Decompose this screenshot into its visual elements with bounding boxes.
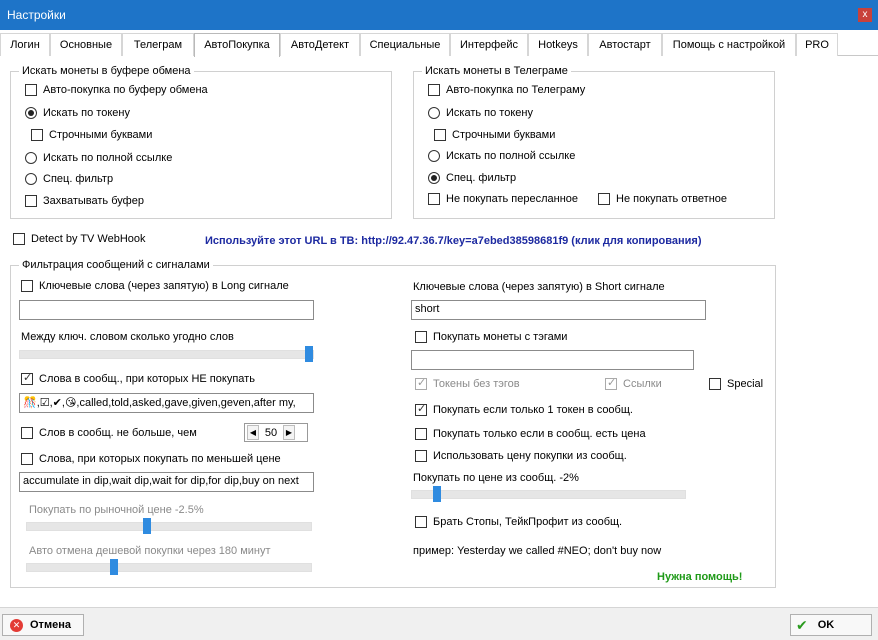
no-tag-tokens-checkbox[interactable]: [415, 378, 520, 390]
telegram-lowercase-checkbox[interactable]: [434, 129, 555, 141]
market-price-slider[interactable]: [26, 522, 312, 531]
checkbox-icon[interactable]: [434, 129, 446, 141]
radio-icon[interactable]: [25, 173, 37, 185]
checkbox-icon[interactable]: [21, 453, 33, 465]
not-buy-words-label: Слова в сообщ., при которых НЕ покупать: [39, 373, 255, 385]
tab-bar: [0, 33, 878, 56]
checkbox-icon[interactable]: [21, 280, 33, 292]
tags-input[interactable]: [411, 350, 694, 370]
clipboard-by-link-radio[interactable]: [25, 152, 172, 164]
cancel-icon: ✕: [10, 619, 23, 632]
telegram-special-label: Спец. фильтр: [446, 172, 517, 184]
title-bar: [0, 0, 878, 30]
links-label: Ссылки: [623, 378, 662, 390]
cheaper-words-label: Слова, при которых покупать по меньшей цене: [39, 453, 281, 465]
special-label: Special: [727, 378, 764, 390]
tab-telegram[interactable]: Телеграм: [122, 33, 194, 56]
telegram-no-replies-checkbox[interactable]: [598, 193, 727, 205]
tab-autobuy[interactable]: АвтоПокупка: [194, 33, 280, 57]
tab-main[interactable]: Основные: [50, 33, 122, 56]
message-price-slider[interactable]: [411, 490, 686, 499]
telegram-auto-buy-label: Авто-покупка по Телеграму: [446, 84, 586, 96]
clipboard-special-radio[interactable]: [25, 173, 113, 185]
checkbox-icon[interactable]: [598, 193, 610, 205]
checkbox-icon[interactable]: [415, 331, 427, 343]
long-keywords-checkbox[interactable]: [21, 280, 289, 292]
tab-setup-help[interactable]: Помощь с настройкой: [662, 33, 796, 56]
increment-icon[interactable]: ▶: [283, 425, 295, 440]
auto-cancel-label: Авто отмена дешевой покупки через 180 минут: [29, 545, 271, 557]
cheaper-words-checkbox[interactable]: [21, 453, 281, 465]
telegram-by-link-label: Искать по полной ссылке: [446, 150, 576, 162]
long-keywords-input[interactable]: [19, 300, 314, 320]
has-price-checkbox[interactable]: [415, 428, 646, 440]
not-buy-words-checkbox[interactable]: [21, 373, 255, 385]
telegram-auto-buy-checkbox[interactable]: [428, 84, 585, 96]
window-title: Настройки: [7, 8, 66, 22]
checkbox-icon[interactable]: [428, 193, 440, 205]
signals-group: [10, 259, 776, 588]
tags-checkbox[interactable]: [415, 331, 567, 343]
clipboard-by-token-radio[interactable]: [25, 107, 130, 119]
cancel-label: Отмена: [30, 619, 71, 631]
clipboard-group: [10, 65, 392, 219]
telegram-by-token-label: Искать по токену: [446, 107, 533, 119]
clipboard-group-title: Искать монеты в буфере обмена: [19, 65, 194, 77]
radio-icon[interactable]: [25, 152, 37, 164]
checkbox-icon[interactable]: [415, 404, 427, 416]
checkbox-icon[interactable]: [21, 427, 33, 439]
cancel-button[interactable]: [2, 614, 84, 636]
max-words-stepper[interactable]: [244, 423, 308, 442]
checkbox-icon[interactable]: [13, 233, 25, 245]
signals-group-title: Фильтрация сообщений с сигналами: [19, 259, 213, 271]
tab-login[interactable]: Логин: [0, 33, 50, 56]
checkbox-icon[interactable]: [709, 378, 721, 390]
telegram-group-title: Искать монеты в Телеграме: [422, 65, 571, 77]
between-words-label: Между ключ. словом сколько угодно слов: [21, 331, 234, 343]
between-words-thumb[interactable]: [305, 346, 313, 362]
market-price-label: Покупать по рыночной цене -2.5%: [29, 504, 204, 516]
clipboard-special-label: Спец. фильтр: [43, 173, 114, 185]
telegram-no-forwarded-label: Не покупать пересланное: [446, 193, 579, 205]
tags-label: Покупать монеты с тэгами: [433, 331, 568, 343]
checkbox-icon[interactable]: [415, 428, 427, 440]
message-price-thumb[interactable]: [433, 486, 441, 502]
has-price-label: Покупать только если в сообщ. есть цена: [433, 428, 646, 440]
checkbox-icon[interactable]: [21, 373, 33, 385]
between-words-slider[interactable]: [19, 350, 314, 359]
auto-cancel-thumb[interactable]: [110, 559, 118, 575]
links-checkbox[interactable]: [605, 378, 662, 390]
radio-icon[interactable]: [428, 150, 440, 162]
tv-webhook-checkbox[interactable]: [13, 233, 146, 245]
stops-label: Брать Стопы, ТейкПрофит из сообщ.: [433, 516, 623, 528]
max-words-label: Слов в сообщ. не больше, чем: [39, 427, 197, 439]
footer-bar: [0, 607, 878, 640]
tab-autodetect[interactable]: АвтоДетект: [280, 33, 360, 56]
one-token-label: Покупать если только 1 токен в сообщ.: [433, 404, 633, 416]
long-keywords-label: Ключевые слова (через запятую) в Long сигнале: [39, 280, 289, 292]
ok-label: OK: [817, 619, 835, 631]
no-tag-tokens-label: Токены без тэгов: [433, 378, 520, 390]
clipboard-auto-buy-label: Авто-покупка по буферу обмена: [43, 84, 208, 96]
tab-hotkeys[interactable]: Hotkeys: [528, 33, 588, 56]
telegram-group: [413, 65, 775, 219]
special-checkbox[interactable]: [709, 378, 763, 390]
not-buy-words-input[interactable]: 🎊,☑,✔,😘,called,told,asked,gave,given,geven,after my,: [19, 393, 314, 413]
market-price-thumb[interactable]: [143, 518, 151, 534]
max-words-checkbox[interactable]: [21, 427, 197, 439]
webhook-url-link[interactable]: Используйте этот URL в ТВ: http://92.47.36.7/key=a7ebed38598681f9 (клик для копирования): [205, 235, 702, 247]
telegram-special-radio[interactable]: [428, 172, 516, 184]
clipboard-capture-label: Захватывать буфер: [43, 195, 144, 207]
auto-cancel-slider[interactable]: [26, 563, 312, 572]
tv-webhook-label: Detect by TV WebHook: [31, 233, 146, 245]
use-price-label: Использовать цену покупки из сообщ.: [433, 450, 627, 462]
example-text: пример: Yesterday we called #NEO; don't buy now: [413, 545, 662, 557]
message-price-label: Покупать по цене из сообщ. -2%: [413, 472, 579, 484]
close-icon[interactable]: x: [858, 8, 872, 22]
checkbox-icon[interactable]: [415, 378, 427, 390]
ok-button[interactable]: [790, 614, 872, 636]
clipboard-by-token-label: Искать по токену: [43, 107, 130, 119]
telegram-by-token-radio[interactable]: [428, 107, 533, 119]
checkbox-icon[interactable]: [605, 378, 617, 390]
clipboard-capture-checkbox[interactable]: [25, 195, 144, 207]
checkmark-icon: ✔: [796, 616, 808, 633]
decrement-icon[interactable]: ◀: [247, 425, 259, 440]
checkbox-icon[interactable]: [25, 84, 37, 96]
clipboard-lowercase-checkbox[interactable]: [31, 129, 152, 141]
stops-checkbox[interactable]: [415, 516, 622, 528]
checkbox-icon[interactable]: [25, 195, 37, 207]
telegram-no-replies-label: Не покупать ответное: [616, 193, 728, 205]
tab-special[interactable]: Специальные: [360, 33, 450, 56]
radio-icon[interactable]: [428, 107, 440, 119]
short-keywords-input[interactable]: short: [411, 300, 706, 320]
checkbox-icon[interactable]: [415, 516, 427, 528]
telegram-by-link-radio[interactable]: [428, 150, 575, 162]
use-price-checkbox[interactable]: [415, 450, 627, 462]
tab-interface[interactable]: Интерфейс: [450, 33, 528, 56]
telegram-no-forwarded-checkbox[interactable]: [428, 193, 578, 205]
clipboard-auto-buy-checkbox[interactable]: [25, 84, 208, 96]
checkbox-icon[interactable]: [428, 84, 440, 96]
help-link[interactable]: Нужна помощь!: [657, 571, 743, 583]
tab-autostart[interactable]: Автостарт: [588, 33, 662, 56]
telegram-lowercase-label: Строчными буквами: [452, 129, 556, 141]
clipboard-by-link-label: Искать по полной ссылке: [43, 152, 173, 164]
clipboard-lowercase-label: Строчными буквами: [49, 129, 153, 141]
checkbox-icon[interactable]: [31, 129, 43, 141]
checkbox-icon[interactable]: [415, 450, 427, 462]
max-words-value[interactable]: 50: [264, 426, 278, 439]
cheaper-words-input[interactable]: accumulate in dip,wait dip,wait for dip,for dip,buy on next: [19, 472, 314, 492]
radio-icon[interactable]: [428, 172, 440, 184]
one-token-checkbox[interactable]: [415, 404, 633, 416]
tab-pro[interactable]: PRO: [796, 33, 838, 56]
radio-icon[interactable]: [25, 107, 37, 119]
short-keywords-label: Ключевые слова (через запятую) в Short сигнале: [413, 281, 665, 293]
